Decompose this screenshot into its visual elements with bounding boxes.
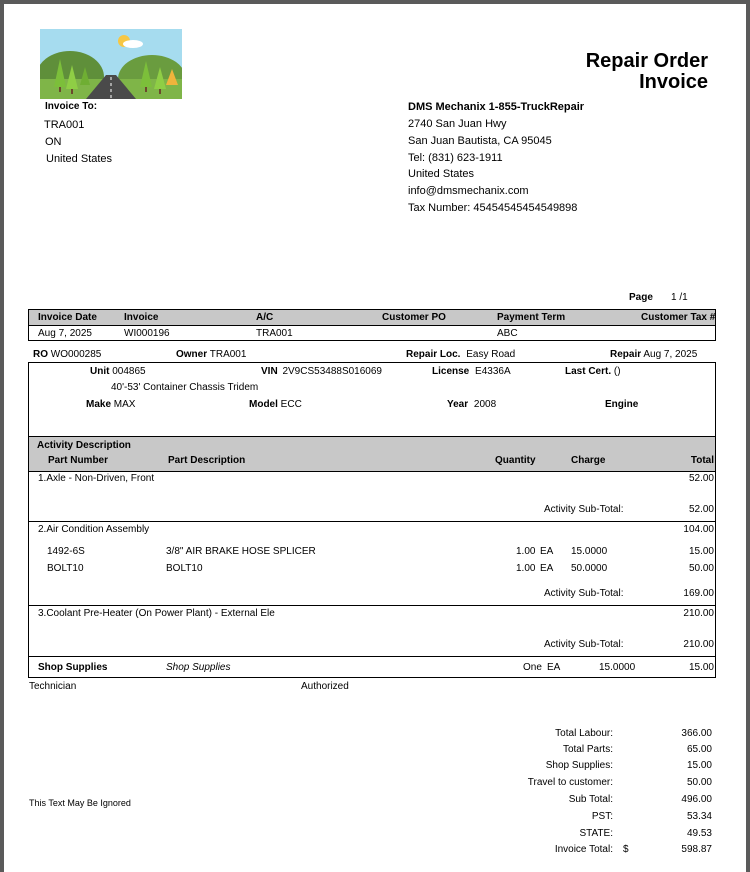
col-part-number: Part Number [48,455,109,466]
col-charge: Charge [571,455,606,466]
activity-2-divider [28,605,716,606]
year-value: 2008 [473,399,497,410]
shop-supplies-total-label: Shop Supplies: [545,760,613,771]
part-2-unit: EA [540,563,554,574]
unit-line [90,366,146,377]
repair-label: Repair [610,349,642,360]
activity-2-amount: 104.00 [683,524,714,535]
activity-1-subtotal-label: Activity Sub-Total: [544,504,624,515]
travel-label: Travel to customer: [527,777,613,788]
invoice-header-divider [28,325,716,326]
activity-1-amount: 52.00 [688,473,714,484]
invoice-date-value: Aug 7, 2025 [38,328,92,339]
col-quantity: Quantity [495,455,536,466]
total-parts-value: 65.00 [686,744,712,755]
activity-3-subtotal: 210.00 [683,639,714,650]
invoice-total-value: 598.87 [681,844,712,855]
shop-supplies-charge: 15.0000 [599,662,636,673]
pst-value: 53.34 [686,811,712,822]
unit-label: Unit [90,366,110,377]
activity-title: Activity Description [37,440,131,451]
company-street: 2740 San Juan Hwy [408,118,507,130]
state-tax-label: STATE: [579,828,613,839]
authorized-label: Authorized [301,681,349,692]
owner-label: Owner [176,349,208,360]
vin-line [261,366,382,377]
total-labour-label: Total Labour: [555,728,613,739]
vin-label: VIN [261,366,278,377]
shop-supplies-unit: EA [547,662,561,673]
page-number: 1 /1 [671,292,688,303]
document-title-line2: Invoice [639,71,708,93]
owner-value: TRA001 [209,349,247,360]
company-tax-number: Tax Number: 45454545454549898 [408,202,578,214]
year-label: Year [447,399,469,410]
activity-1-subtotal: 52.00 [688,504,714,515]
shop-supplies-total-value: 15.00 [686,760,712,771]
payment-term-value: ABC [497,328,518,339]
technician-label: Technician [29,681,77,692]
shop-supplies-total: 15.00 [688,662,714,673]
part-1-total: 15.00 [688,546,714,557]
bill-to-label: Invoice To: [45,101,98,112]
invoice-number-value: WI000196 [124,328,170,339]
activity-2-subtotal-label: Activity Sub-Total: [544,588,624,599]
document-title-line1: Repair Order [585,50,708,72]
activity-header-divider [28,471,716,472]
last-cert-label: Last Cert. [565,366,612,377]
col-customer-po: Customer PO [382,312,446,323]
sub-total-value: 496.00 [681,794,712,805]
landscape-road-logo [40,29,182,99]
model-line [249,399,302,410]
ro-value: WO000285 [50,349,102,360]
part-2-number: BOLT10 [47,563,84,574]
bill-to-country: United States [46,153,113,165]
make-line [86,399,135,410]
invoice-total-label: Invoice Total: [554,844,613,855]
page-label: Page [629,292,653,303]
sub-total-label: Sub Total: [568,794,613,805]
make-value: MAX [113,399,136,410]
currency-symbol: $ [623,844,629,855]
activity-3-divider [28,656,716,657]
state-tax-value: 49.53 [686,828,712,839]
activity-header-band [29,437,715,471]
part-1-unit: EA [540,546,554,557]
part-2-qty: 1.00 [516,563,536,574]
total-labour-value: 366.00 [681,728,712,739]
footer-note: This Text May Be Ignored [29,798,131,808]
license-label: License [432,366,470,377]
repair-loc-line [406,349,515,360]
col-customer-tax: Customer Tax # [641,312,716,323]
activity-2-subtotal: 169.00 [683,588,714,599]
part-1-charge: 15.0000 [571,546,608,557]
shop-supplies-qty: One [523,662,542,673]
repair-date-line [610,349,697,360]
col-payment-term: Payment Term [497,312,566,323]
company-email: info@dmsmechanix.com [408,185,529,197]
invoice-page [4,4,746,872]
company-tel: Tel: (831) 623-1911 [408,152,503,164]
engine-label: Engine [605,399,639,410]
pst-label: PST: [591,811,613,822]
activity-2-title: 2.Air Condition Assembly [38,524,150,535]
part-1-number: 1492-6S [47,546,85,557]
travel-value: 50.00 [686,777,712,788]
repair-value: Aug 7, 2025 [643,349,698,360]
bill-to-province: ON [45,136,62,148]
year-line [447,399,496,410]
unit-value: 004865 [112,366,146,377]
unit-description: 40'-53' Container Chassis Tridem [111,382,259,393]
last-cert-value: () [613,366,621,377]
activity-1-divider [28,521,716,522]
col-part-description: Part Description [168,455,246,466]
part-1-description: 3/8" AIR BRAKE HOSE SPLICER [166,546,316,557]
part-2-total: 50.00 [688,563,714,574]
activity-3-amount: 210.00 [683,608,714,619]
owner-line [176,349,246,360]
repair-loc-value: Easy Road [466,349,516,360]
company-city: San Juan Bautista, CA 95045 [408,135,552,147]
col-account: A/C [256,312,274,323]
license-line [432,366,511,377]
part-2-charge: 50.0000 [571,563,608,574]
part-2-description: BOLT10 [166,563,203,574]
make-label: Make [86,399,112,410]
col-invoice-date: Invoice Date [38,312,97,323]
ro-line [33,349,101,360]
col-invoice: Invoice [124,312,159,323]
license-value: E4336A [475,366,511,377]
shop-supplies-description: Shop Supplies [166,662,231,673]
bill-to-account: TRA001 [44,119,85,131]
account-value: TRA001 [256,328,293,339]
col-total: Total [690,455,714,466]
repair-loc-label: Repair Loc. [406,349,461,360]
model-value: ECC [280,399,302,410]
activity-3-subtotal-label: Activity Sub-Total: [544,639,624,650]
last-cert-line [565,366,621,377]
company-name: DMS Mechanix 1-855-TruckRepair [408,101,585,113]
total-parts-label: Total Parts: [562,744,613,755]
ro-label: RO [33,349,48,360]
shop-supplies-label: Shop Supplies [38,662,108,673]
activity-1-title: 1.Axle - Non-Driven, Front [38,473,155,484]
model-label: Model [249,399,278,410]
part-1-qty: 1.00 [516,546,536,557]
activity-3-title: 3.Coolant Pre-Heater (On Power Plant) - External Ele [38,608,275,619]
vin-value: 2V9CS53488S016069 [282,366,382,377]
document-title [586,51,708,93]
company-country: United States [408,168,475,180]
